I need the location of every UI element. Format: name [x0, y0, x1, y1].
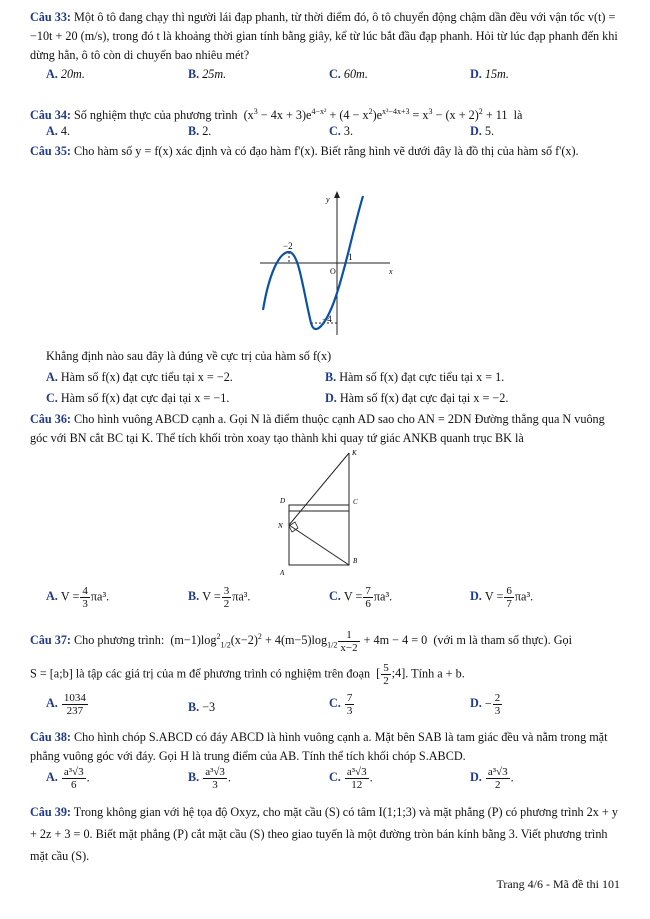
question-number: Câu 36:: [30, 412, 71, 426]
question-35: [30, 142, 622, 161]
option-c[interactable]: C. $\frac{\text{a³√3}}{12}$ .: [329, 766, 373, 791]
option-c[interactable]: C. 60m.: [329, 67, 368, 81]
option-d[interactable]: D. $\frac{\text{a³√3}}{2}$ .: [470, 766, 514, 791]
option-c[interactable]: C. 3.: [329, 124, 353, 138]
question-tail: (với m là tham số thực). Gọi: [433, 633, 572, 648]
option-a[interactable]: A. Hàm số f(x) đạt cực tiểu tại x = −2.: [46, 370, 233, 384]
question-number: Câu 35:: [30, 144, 71, 158]
option-a[interactable]: A. 20m.: [46, 67, 85, 81]
label-c: C: [353, 498, 358, 506]
option-d[interactable]: D. V = $\frac{6}{7}$ πa³.: [470, 585, 534, 610]
option-b[interactable]: B. 25m.: [188, 67, 227, 81]
question-text: Cho hình chóp S.ABCD có đáy ABCD là hình vuông cạnh a. Mặt bên SAB là tam giác đều và nằm trong mặt phẳng vuông góc với đáy. Gọi H là trung điểm của AB. Tính thể tích khối chóp S.ABCD.: [30, 730, 608, 763]
segment-nk: [289, 453, 349, 525]
x-axis-label: x: [389, 267, 393, 276]
y-axis-label: y: [326, 195, 330, 204]
segment-nb: [289, 525, 349, 565]
label-a: A: [280, 569, 285, 577]
derivative-graph: [255, 190, 395, 340]
question-text: Số nghiệm thực của phương trình: [74, 108, 238, 123]
y-axis-arrow: [334, 191, 340, 198]
question-35-statement: Khẳng định nào sau đây là đúng về cực trị của hàm số f(x): [46, 349, 332, 363]
option-d[interactable]: D. − $\frac{2}{3}$: [470, 692, 501, 717]
question-38: [30, 728, 622, 766]
option-b[interactable]: B. 2.: [188, 124, 212, 138]
label-minus-4: −4: [322, 314, 332, 324]
question-tail: . Tính a + b.: [405, 666, 465, 681]
question-36: [30, 410, 622, 448]
question-text: Trong không gian với hệ tọa độ Oxyz, cho mặt cầu (S) có tâm I(1;1;3) và mặt phẳng (P) có phương trình 2x + y + 2z + 3 = 0. Biết mặt phẳng (P) cắt mặt cầu (S) theo giao tuyến là một đường tròn bán kính bằng 3. Viết phương trình mặt cầu (S).: [30, 805, 618, 863]
question-34-options: [46, 124, 626, 142]
label-n: N: [278, 522, 283, 530]
equation: $(m-1)\log^2_{1/2}(x-2)^2 + 4(m-5)\log_{1/2}$ $\frac{1}{x-2}$ + 4m − 4 = 0: [167, 628, 431, 654]
question-text: Cho hàm số y = f(x) xác định và có đạo hàm f'(x). Biết rằng hình vẽ dưới đây là đồ thị của hàm số f'(x).: [74, 144, 579, 158]
option-a[interactable]: A. $\frac{\text{a³√3}}{6}$ .: [46, 766, 90, 791]
question-36-options: [46, 585, 626, 611]
option-d[interactable]: D. 5.: [470, 124, 494, 138]
option-b[interactable]: B. $\frac{\text{a³√3}}{3}$ .: [188, 766, 231, 791]
label-d: D: [280, 497, 286, 505]
question-number: Câu 34:: [30, 108, 71, 123]
question-number: Câu 39:: [30, 805, 71, 819]
option-c[interactable]: C. $\frac{7}{3}$: [329, 692, 353, 717]
label-b: B: [353, 557, 358, 565]
option-a[interactable]: A. V = $\frac{4}{3}$ πa³.: [46, 585, 110, 610]
option-d[interactable]: D. Hàm số f(x) đạt cực đại tại x = −2.: [325, 391, 509, 405]
question-text: Một ô tô đang chạy thì người lái đạp phanh, từ thời điểm đó, ô tô chuyển động chậm dần đều với vận tốc v(t) = −10t + 20 (m/s), trong đó t là khoảng thời gian tính bằng giây, kể từ lúc bắt đầu đạp phanh. Hỏi từ lúc đạp phanh đến khi dừng hẳn, ô tô còn di chuyển bao nhiêu mét?: [30, 10, 618, 62]
option-c[interactable]: C. Hàm số f(x) đạt cực đại tại x = −1.: [46, 391, 230, 405]
option-b[interactable]: B. V = $\frac{3}{2}$ πa³.: [188, 585, 251, 610]
question-39: [30, 801, 622, 867]
option-a[interactable]: A. $\frac{1034}{237}$: [46, 692, 86, 717]
label-origin: O: [330, 267, 336, 276]
question-38-options: [46, 766, 626, 796]
page-footer: Trang 4/6 - Mã đề thi 101: [496, 877, 620, 891]
question-35-options-row2: [46, 391, 626, 409]
question-37-line2: [30, 662, 622, 687]
label-k: K: [352, 449, 357, 457]
equation: $(x^3 - 4x + 3)e^{4-x^2} + (4 - x^2)e^{x^3-4x+3} = x^3 - (x + 2)^2 + 11$: [240, 107, 511, 123]
label-minus-2: −2: [283, 241, 293, 251]
question-34: [30, 102, 622, 125]
option-b[interactable]: B. −3: [188, 700, 216, 714]
question-tail: là: [513, 108, 523, 123]
option-a[interactable]: A. 4.: [46, 124, 70, 138]
option-b[interactable]: B. Hàm số f(x) đạt cực tiểu tại x = 1.: [325, 370, 505, 384]
question-text: Cho hình vuông ABCD cạnh a. Gọi N là điểm thuộc cạnh AD sao cho AN = 2DN Đường thẳng qua N vuông góc với BN cắt BC tại K. Thể tích khối tròn xoay tạo thành khi quay tứ giác ANKB quanh trục BK là: [30, 412, 605, 445]
question-number: Câu 38:: [30, 730, 71, 744]
option-d[interactable]: D. 15m.: [470, 67, 509, 81]
question-37: [30, 626, 622, 657]
label-1: 1: [348, 252, 353, 262]
question-number: Câu 37:: [30, 633, 71, 648]
question-35-options-row1: [46, 370, 626, 388]
question-text: S = [a;b] là tập các giá trị của m để phương trình có nghiệm trên đoạn: [30, 666, 371, 681]
option-c[interactable]: C. V = $\frac{7}{6}$ πa³.: [329, 585, 393, 610]
question-37-options: [46, 692, 626, 722]
square-figure: [270, 445, 370, 585]
question-number: Câu 33:: [30, 10, 71, 24]
question-33-options: [46, 67, 626, 85]
question-text: Cho phương trình:: [74, 633, 165, 648]
question-33: [30, 8, 622, 65]
interval: [ $\frac{5}{2}$ ;4]: [373, 662, 406, 687]
